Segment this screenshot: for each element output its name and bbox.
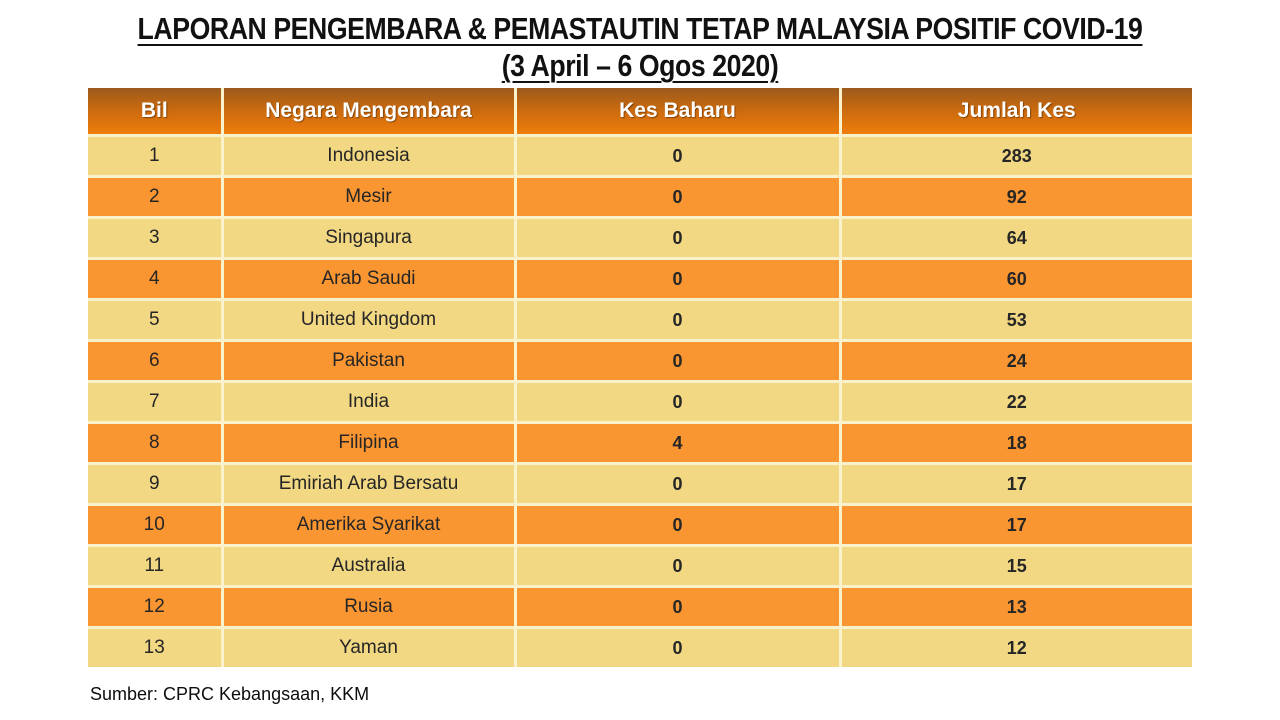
cell-negara: Pakistan [222,341,515,382]
cell-bil: 5 [88,300,222,341]
cell-bil: 2 [88,177,222,218]
title-line-2: (3 April – 6 Ogos 2020) [501,48,779,84]
table-row [88,505,1192,546]
table-header-row [88,88,1192,136]
cell-negara: Amerika Syarikat [222,505,515,546]
cell-negara: United Kingdom [222,300,515,341]
title-line-1: LAPORAN PENGEMBARA & PEMASTAUTIN TETAP MALAYSIA POSITIF COVID-19 [137,11,1143,46]
cell-kes-baharu: 0 [515,177,840,218]
cell-jumlah-kes: 24 [840,341,1192,382]
cell-kes-baharu: 0 [515,587,840,628]
cell-jumlah-kes: 13 [840,587,1192,628]
cell-jumlah-kes: 17 [840,464,1192,505]
cell-jumlah-kes: 15 [840,546,1192,587]
table-row [88,546,1192,587]
cell-negara: Australia [222,546,515,587]
cell-bil: 8 [88,423,222,464]
cell-negara: Mesir [222,177,515,218]
cell-kes-baharu: 0 [515,628,840,668]
cell-bil: 1 [88,136,222,177]
table-row [88,300,1192,341]
cell-bil: 4 [88,259,222,300]
table-row [88,177,1192,218]
cell-kes-baharu: 0 [515,259,840,300]
table-row [88,423,1192,464]
table-row [88,587,1192,628]
cell-kes-baharu: 0 [515,382,840,423]
column-header-jumlah-kes: Jumlah Kes [840,88,1192,136]
cell-kes-baharu: 4 [515,423,840,464]
cell-kes-baharu: 0 [515,464,840,505]
table-row [88,628,1192,668]
cell-jumlah-kes: 60 [840,259,1192,300]
source-note: Sumber: CPRC Kebangsaan, KKM [90,684,370,704]
cell-kes-baharu: 0 [515,218,840,259]
cell-negara: Rusia [222,587,515,628]
table-row [88,136,1192,177]
table-row [88,464,1192,505]
cell-jumlah-kes: 22 [840,382,1192,423]
cell-bil: 9 [88,464,222,505]
column-header-negara-mengembara: Negara Mengembara [222,88,515,136]
cell-negara: Filipina [222,423,515,464]
column-header-bil: Bil [88,88,222,136]
cell-jumlah-kes: 18 [840,423,1192,464]
cell-bil: 12 [88,587,222,628]
cell-bil: 10 [88,505,222,546]
cell-bil: 7 [88,382,222,423]
cell-kes-baharu: 0 [515,505,840,546]
page-title [0,10,1280,84]
covid-table [88,88,1192,667]
cell-jumlah-kes: 92 [840,177,1192,218]
cell-bil: 11 [88,546,222,587]
table-row [88,218,1192,259]
cell-kes-baharu: 0 [515,546,840,587]
table-row [88,382,1192,423]
cell-jumlah-kes: 53 [840,300,1192,341]
cell-bil: 13 [88,628,222,668]
cell-negara: Arab Saudi [222,259,515,300]
cell-kes-baharu: 0 [515,300,840,341]
cell-kes-baharu: 0 [515,341,840,382]
table-body [88,136,1192,668]
cell-kes-baharu: 0 [515,136,840,177]
cell-jumlah-kes: 283 [840,136,1192,177]
cell-negara: India [222,382,515,423]
cell-negara: Emiriah Arab Bersatu [222,464,515,505]
table-row [88,259,1192,300]
cell-jumlah-kes: 64 [840,218,1192,259]
cell-bil: 3 [88,218,222,259]
table-row [88,341,1192,382]
cell-jumlah-kes: 17 [840,505,1192,546]
cell-negara: Indonesia [222,136,515,177]
column-header-kes-baharu: Kes Baharu [515,88,840,136]
cell-negara: Singapura [222,218,515,259]
cell-negara: Yaman [222,628,515,668]
cell-jumlah-kes: 12 [840,628,1192,668]
cell-bil: 6 [88,341,222,382]
